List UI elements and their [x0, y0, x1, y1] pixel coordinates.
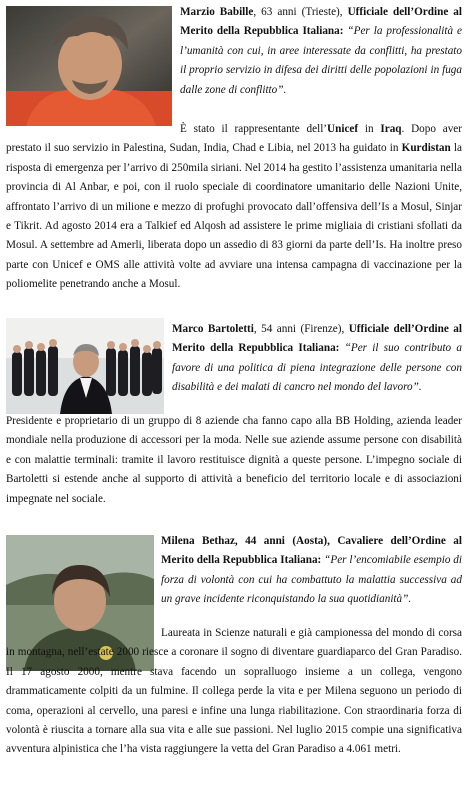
- iraq-bold: Iraq: [380, 123, 402, 135]
- bartoletti-bio: Presidente e proprietario di un gruppo di 8 aziende cha fanno capo alla BB Holding, azienda leader mondiale nella produzione di accessori per la moda. Nelle sue aziende assume persone con disabilità e con malattie terminali: tramite il lavoro restituisce dignità a queste persone. L’impegno sociale di Bartoletti si estende anche al supporto di attività a beneficio del territorio locale e di associazioni impegnate nel sociale.: [6, 415, 462, 505]
- portrait-photo-babille: [6, 6, 172, 126]
- bartoletti-quote: “Per il suo contributo a favore di una politica di piena integrazione delle persone con disabilità e dei malati di cancro nel mondo del lavoro”.: [172, 342, 462, 394]
- babille-name: Marzio Babille: [180, 6, 254, 18]
- bethaz-age-city: 44 anni (Aosta),: [237, 535, 338, 547]
- bethaz-bio: Laureata in Scienze naturali e già campionessa del mondo di corsa in montagna, nell’estate 2000 riesce a coronare il sogno di diventare guardiaparco del Gran Paradiso. Il 17 agosto 2000, mentre stava facendo un sopralluogo insieme a un collega, vengono drammaticamente colpiti da un fulmine. Il collega perde la vita e per Milena seguono un periodo di coma, operazioni al cervello, una paresi e infine una lunga riabilitazione. Con straordinaria forza di volontà è riuscita a tornare alla sua vita e alle sue passioni. Nel luglio 2015 compie una significativa avventura alpinistica che l’ha vista raggiungere la vetta del Gran Paradiso a 4.061 metri.: [6, 627, 462, 756]
- babille-bio: È stato il rappresentante dell’Unicef in Iraq. Dopo aver prestato il suo servizio in Palestina, Sudan, India, Chad e Libia, nel 2013 ha guidato in Kurdistan la risposta di emergenza per l’arrivo di 250mila siriani. Nel 2014 ha gestito l’assistenza umanitaria nella provincia di Al Anbar, e poi, con il ruolo speciale di coordinatore umanitario delle Nazioni Unite, affrontato l’arrivo di un milione e mezzo di profughi provocato dall’offensiva dell’Is a Mosul, Sinjar e Tikrit. Ad agosto 2014 era a Talkief ed Alqosh ad assistere le prime migliaia di cristiani sfollati da Mosul. A settembre ad Amerli, liberata dopo un assedio di 83 giorni da parte dell’Is. Ha inoltre preso parte con Unicef e OMS alle attività volte ad avviare una intensa campagna di vaccinazione per la poliomelite penetrando anche a Mosul.: [6, 123, 462, 291]
- bethaz-name: Milena Bethaz,: [161, 535, 238, 547]
- portrait-photo-bartoletti: [6, 318, 164, 414]
- babille-intro: [180, 3, 462, 100]
- bartoletti-age-city: , 54 anni (Firenze),: [253, 323, 349, 335]
- kurdistan-bold: Kurdistan: [401, 142, 451, 155]
- bartoletti-intro: [172, 320, 462, 398]
- bethaz-quote: “Per l’encomiabile esempio di forza di volontà con cui ha combattuto la malattia successiva ad un grave incidente riconquistando la sua quotidianità”.: [161, 554, 462, 606]
- bartoletti-name: Marco Bartoletti: [172, 323, 254, 335]
- babille-age-city: , 63 anni (Trieste),: [253, 6, 348, 18]
- unicef-bold: Unicef: [327, 123, 359, 135]
- bethaz-intro: [161, 532, 462, 610]
- bartoletti-honor: Ufficiale dell’Ordine al Merito della Repubblica Italiana:: [172, 323, 462, 355]
- babille-quote: “Per la professionalità e l’umanità con cui, in aree interessate da conflitti, ha prestato il proprio servizio in difesa dei diritti delle popolazioni in fuga dalle zone di conflitto”.: [180, 25, 462, 96]
- bethaz-honor: Cavaliere dell’Ordine al Merito della Repubblica Italiana:: [161, 535, 462, 567]
- babille-honor: Ufficiale dell’Ordine al Merito della Repubblica Italiana:: [180, 6, 462, 38]
